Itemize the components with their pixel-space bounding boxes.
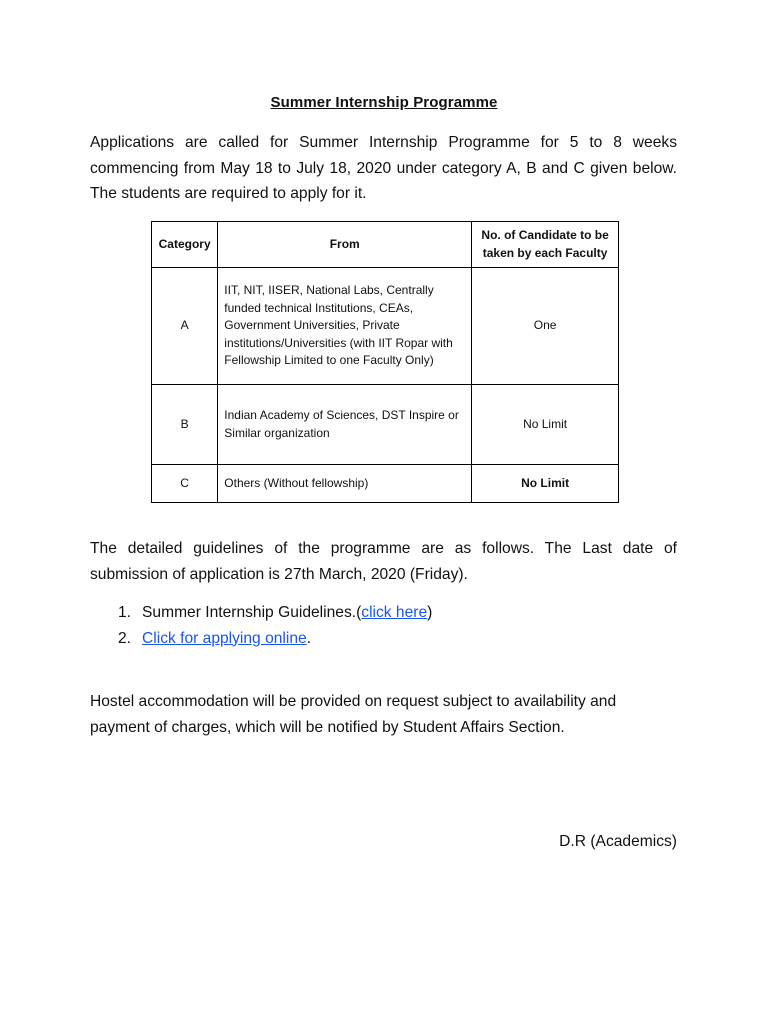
intro-paragraph (90, 130, 677, 207)
header-category: Category (152, 222, 218, 268)
list-prefix: Summer Internship Guidelines.( (142, 604, 362, 621)
cell-number: No Limit (472, 385, 619, 465)
cell-from: Others (Without fellowship) (218, 465, 472, 503)
table-row (152, 465, 619, 503)
list-number: 1. (118, 604, 132, 621)
table-row (152, 268, 619, 385)
intro-line: commencing from May 18 to July 18, 2020 under category A, B and C given below. (90, 159, 677, 177)
hostel-paragraph (90, 689, 677, 740)
table-row (152, 385, 619, 465)
links-list (118, 600, 432, 651)
list-item (118, 626, 432, 652)
apply-online-link[interactable]: Click for applying online (142, 629, 307, 647)
table-header-row (152, 222, 619, 268)
cell-number: One (472, 268, 619, 385)
cell-from: Indian Academy of Sciences, DST Inspire or Similar organization (218, 385, 472, 465)
cell-category: C (152, 465, 218, 503)
page-title: Summer Internship Programme (270, 94, 498, 111)
list-suffix: . (306, 629, 312, 647)
cell-category: B (152, 385, 218, 465)
hostel-line: Hostel accommodation will be provided on request subject to availability and (90, 693, 617, 710)
cell-category: A (152, 268, 218, 385)
guidelines-link[interactable]: click here (361, 604, 428, 621)
signature: D.R (Academics) (559, 833, 677, 850)
category-table (151, 221, 619, 503)
list-item (118, 600, 432, 626)
intro-line: The students are required to apply for it. (90, 185, 367, 202)
guidelines-line: submission of application is 27th March, 2020 (Friday). (90, 565, 468, 583)
intro-line: Applications are called for Summer Internship Programme for 5 to 8 weeks (90, 134, 677, 151)
header-from: From (218, 222, 472, 268)
header-number: No. of Candidate to be taken by each Faculty (472, 222, 619, 268)
guidelines-paragraph (90, 536, 677, 587)
cell-from: IIT, NIT, IISER, National Labs, Centrally funded technical Institutions, CEAs, Government Universities, Private institutions/Universities (with IIT Ropar with Fellowship Limited to one Faculty Only) (218, 268, 472, 385)
list-suffix: ) (427, 604, 433, 621)
list-number: 2. (118, 629, 132, 647)
cell-number: No Limit (472, 465, 619, 503)
hostel-line: payment of charges, which will be notified by Student Affairs Section. (90, 718, 565, 736)
guidelines-line: The detailed guidelines of the programme are as follows. The Last date of (90, 540, 677, 557)
